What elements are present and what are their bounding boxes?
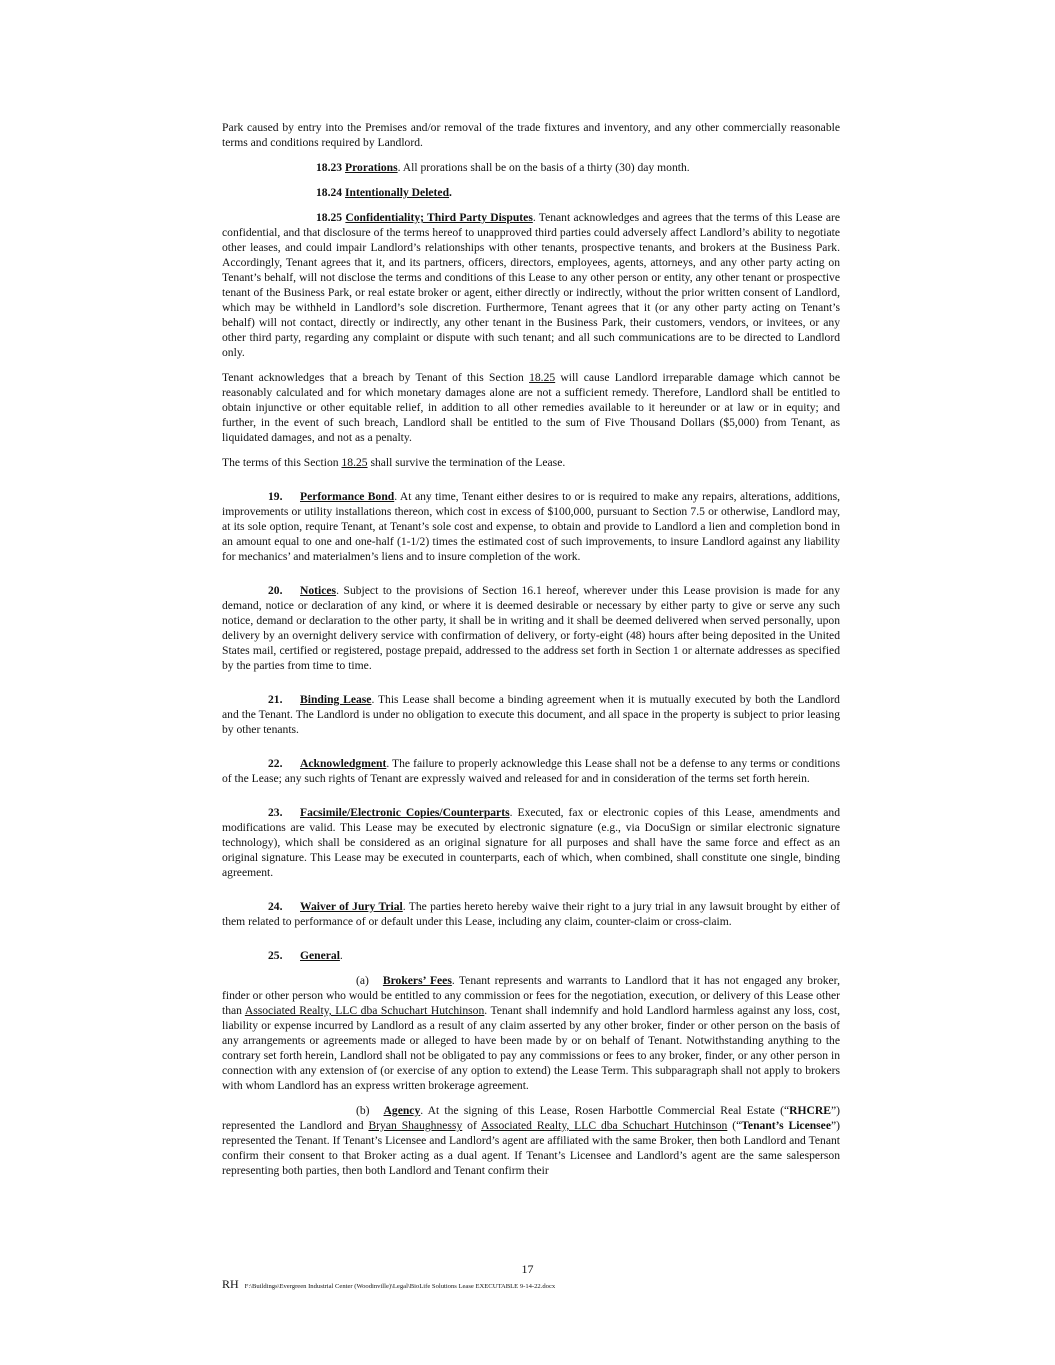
section-text: .: [339, 949, 343, 962]
section-heading: Acknowledgment: [300, 757, 387, 770]
defined-term: Tenant’s Licensee: [741, 1119, 831, 1132]
section-21: [222, 692, 840, 737]
text-run: ”) represented the Tenant. If Tenant’s Licensee and Landlord’s agent are affiliated with the same Broker, then both Landlord and Tenant confirm their consent to that Broker acting as a dual agent. If Tenant’s Licensee and Landlord’s agent are the same salesperson representing both parties, then both Landlord and Tenant confirm their: [222, 1119, 840, 1177]
text-run: . At the signing of this Lease, Rosen Harbottle Commercial Real Estate (“: [420, 1104, 790, 1117]
section-heading: Intentionally Deleted: [345, 186, 450, 199]
section-text: . The parties hereto hereby waive their right to a jury trial in any lawsuit brought by either of them related to performance of or default under this Lease, including any claim, counter-claim or cross-claim.: [222, 900, 840, 928]
section-25-b: [222, 1103, 840, 1178]
text-run: Tenant acknowledges that a breach by Tenant of this Section: [222, 371, 530, 384]
subsection-heading: Agency: [383, 1104, 421, 1117]
section-heading: Confidentiality; Third Party Disputes: [345, 211, 533, 224]
section-18-23: [222, 160, 840, 175]
broker-name: Associated Realty, LLC dba Schuchart Hutchinson: [481, 1119, 728, 1132]
section-heading: Notices: [300, 584, 337, 597]
subsection-label: (a): [356, 974, 369, 987]
section-heading: Binding Lease: [300, 693, 372, 706]
footer: [222, 1277, 555, 1292]
section-text: . This Lease shall become a binding agreement when it is mutually executed by both the Landlord and the Tenant. The Landlord is under no obligation to execute this document, and all space in the property is subject to prior leasing by other tenants.: [222, 693, 840, 736]
section-reference: 18.25: [529, 371, 556, 384]
text-run: . Tenant shall indemnify and hold Landlord harmless against any loss, cost, liability or expense incurred by Landlord as a result of any claim asserted by any other broker, finder or other person on the basis of any arrangements or agreements made or alleged to have been made by or on behalf of Tenant. Notwithstanding anything to the contrary set forth herein, Landlord shall not be obligated to pay any commissions or fees to any broker, finder, or any other person in connection with any extension of (or exercise of any option to extend) the Lease Term. This subparagraph shall not apply to brokers with whom Landlord has an express written brokerage agreement.: [222, 1004, 840, 1092]
text-run: . Tenant represents and warrants to Landlord that it has not engaged any broker, finder or other person who would be entitled to any commission or fees for the negotiation, execution, or delivery of this Lease other than: [222, 974, 840, 1017]
section-number: 20.: [268, 584, 283, 597]
subsection-label: (b): [356, 1104, 370, 1117]
section-23: [222, 805, 840, 880]
footer-initials: RH: [222, 1277, 239, 1291]
continuation-paragraph: Park caused by entry into the Premises and/or removal of the trade fixtures and inventory, and any other commercially reasonable terms and conditions required by Landlord.: [222, 121, 840, 149]
section-25: [222, 948, 840, 963]
section-number: 18.23: [316, 161, 343, 174]
subsection-heading: Brokers’ Fees: [382, 974, 452, 987]
agent-name: Bryan Shaughnessy: [368, 1119, 463, 1132]
section-heading: Prorations: [345, 161, 398, 174]
section-number: 22.: [268, 757, 283, 770]
text-run: (“: [727, 1119, 742, 1132]
section-18-25-survival: [222, 455, 840, 470]
section-text: . Subject to the provisions of Section 16.1 hereof, wherever under this Lease provision is made for any demand, notice or declaration of any kind, or where it is deemed desirable or necessary by either party to give or serve any such notice, demand or declaration to the other party, it shall be in writing and it shall be deemed delivered when served personally, upon delivery by an overnight delivery service with confirmation of delivery, or forty-eight (48) hours after being deposited in the United States mail, certified or registered, postage prepaid, addressed to the address set forth in Section 1 or alternate addresses as specified by the parties from time to time.: [222, 584, 840, 672]
section-22: [222, 756, 840, 786]
section-text: . At any time, Tenant either desires to or is required to make any repairs, alterations, additions, improvements or utility installations thereon, which cost in excess of $100,000, pursuant to Section 7.5 or otherwise, Landlord may, at its sole option, require Tenant, at Tenant’s sole cost and expense, to obtain and provide to Landlord a lien and completion bond in an amount equal to one and one-half (1-1/2) times the estimated cost of such improvements, to insure Landlord against any liability for mechanics’ and materialmen’s liens and to insure completion of the work.: [222, 490, 840, 563]
section-text: . The failure to properly acknowledge this Lease shall not be a defense to any terms or conditions of the Lease; any such rights of Tenant are expressly waived and released for and in consideration of the terms set forth herein.: [222, 757, 840, 785]
section-18-25: [222, 210, 840, 360]
section-18-24: [222, 185, 840, 200]
section-text: . Tenant acknowledges and agrees that the terms of this Lease are confidential, and that disclosure of the terms hereof to unapproved third parties could adversely affect Landlord’s ability to negotiate other leases, and could impair Landlord’s relationships with other tenants, prospective tenants, and brokers at the Business Park. Accordingly, Tenant agrees that it, and its partners, officers, directors, employees, agents, attorneys, and any other party acting on Tenant’s behalf, will not disclose the terms and conditions of this Lease to any other person or entity, any other tenant or prospective tenant of the Business Park, or real estate broker or agent, either directly or indirectly, without the prior written consent of Landlord, which may be withheld in Landlord’s sole discretion. Furthermore, Tenant agrees that it (or any other party acting on Tenant’s behalf) will not contact, directly or indirectly, any other tenant in the Business Park, their customers, vendors, or invitees, or any other third party, regarding any complaint or dispute with such tenant; and all such communications are to be directed to Landlord only.: [222, 211, 840, 359]
section-18-25-remedies: [222, 370, 840, 445]
section-heading: Facsimile/Electronic Copies/Counterparts: [300, 806, 510, 819]
text-run: ”) represented the Landlord and: [222, 1104, 840, 1132]
section-19: [222, 489, 840, 564]
lease-body: [222, 120, 840, 1188]
section-number: 25.: [268, 949, 283, 962]
section-number: 23.: [268, 806, 283, 819]
footer-file-path: F:\Buildings\Evergreen Industrial Center (Woodinville)\Legal\BioLife Solutions Lease EXECUTABLE 9-14-22.docx: [244, 1283, 556, 1290]
section-number: 18.24: [316, 186, 343, 199]
section-text: . All prorations shall be on the basis of a thirty (30) day month.: [397, 161, 690, 174]
section-number: 18.25: [316, 211, 343, 224]
section-20: [222, 583, 840, 673]
defined-term: RHCRE: [789, 1104, 831, 1117]
section-text: . Executed, fax or electronic copies of this Lease, amendments and modifications are valid. This Lease may be executed by electronic signature (e.g., via DocuSign or similar electronic signature technology), which shall be considered as an original signature for all purposes and shall have the same force and effect as an original signature. This Lease may be executed in counterparts, each of which, when combined, shall constitute one single, binding agreement.: [222, 806, 840, 879]
section-heading: Performance Bond: [300, 490, 395, 503]
text-run: shall survive the termination of the Lease.: [367, 456, 566, 469]
text-run: of: [462, 1119, 482, 1132]
section-text: .: [449, 186, 452, 199]
section-number: 21.: [268, 693, 283, 706]
section-reference: 18.25: [341, 456, 368, 469]
section-24: [222, 899, 840, 929]
section-heading: Waiver of Jury Trial: [300, 900, 403, 913]
section-25-a: [222, 973, 840, 1093]
text-run: The terms of this Section: [222, 456, 342, 469]
section-number: 24.: [268, 900, 283, 913]
section-heading: General: [300, 949, 340, 962]
page-number: 17: [521, 1262, 534, 1276]
broker-name: Associated Realty, LLC dba Schuchart Hutchinson: [244, 1004, 485, 1017]
section-number: 19.: [268, 490, 283, 503]
text-run: will cause Landlord irreparable damage which cannot be reasonably calculated and for which monetary damages alone are not a sufficient remedy. Therefore, Landlord shall be entitled to obtain injunctive or other equitable relief, in addition to all other remedies available to it hereunder or at law or in equity; and further, in the event of such breach, Landlord shall be entitled to the sum of Five Thousand Dollars ($5,000) from Tenant, as liquidated damages, and not as a penalty.: [222, 371, 841, 444]
